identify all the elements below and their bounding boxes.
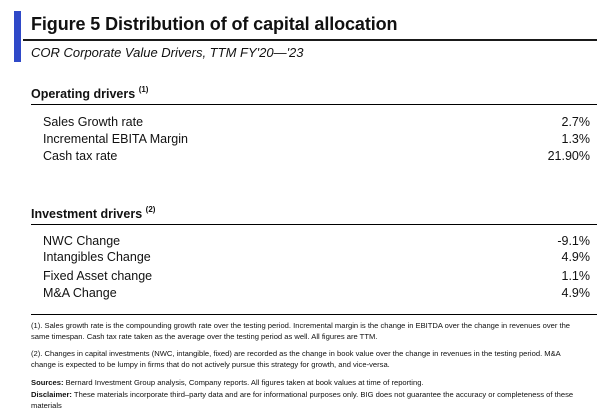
disclaimer-text: These materials incorporate third–party data and are for informational purposes only. BIG does not guarantee the accuracy or completeness of these materials — [31, 390, 574, 410]
sources-text: Bernard Investment Group analysis, Company reports. All figures taken at book values at time of reporting. — [63, 378, 424, 387]
footnote-2: (2). Changes in capital investments (NWC, intangible, fixed) are recorded as the change in book value over the change in revenues in the testing period. M&A change is expected to be lumpy in firms that do not actively pursue this strategy for growth, and vice-versa. — [31, 349, 561, 369]
footnote-1: (1). Sales growth rate is the compounding growth rate over the testing period. Incremental margin is the change in EBITDA over the change in revenues over the same timespan. Cash tax rate taken as the average over the testing period as well. All figures are TTM. — [31, 321, 571, 341]
row-value: 4.9% — [561, 250, 590, 264]
table-row — [43, 285, 590, 301]
operating-divider — [31, 104, 597, 105]
figure-title: Figure 5 Distribution of of capital allocation — [31, 14, 398, 34]
row-label: M&A Change — [43, 286, 117, 300]
row-label: Cash tax rate — [43, 149, 118, 163]
table-row — [43, 268, 590, 284]
operating-drivers-heading — [31, 86, 148, 101]
table-row — [43, 114, 590, 130]
table-row — [43, 249, 590, 265]
sources-label: Sources: — [31, 378, 64, 387]
row-value: 4.9% — [561, 286, 590, 300]
title-divider — [23, 39, 597, 41]
table-row — [43, 131, 590, 147]
disclaimer-note — [31, 390, 581, 411]
figure-subtitle: COR Corporate Value Drivers, TTM FY'20—'23 — [31, 45, 304, 60]
row-value: 2.7% — [561, 115, 590, 129]
table-row — [43, 148, 590, 164]
investment-divider — [31, 224, 597, 225]
row-label: Fixed Asset change — [43, 269, 153, 283]
table-row — [43, 233, 590, 249]
accent-bar — [14, 11, 21, 62]
row-label: Intangibles Change — [43, 250, 151, 264]
sources-note — [31, 378, 581, 389]
investment-drivers-heading — [31, 206, 155, 221]
row-value: -9.1% — [557, 234, 590, 248]
operating-note-ref: (1) — [138, 85, 149, 94]
row-label: Incremental EBITA Margin — [43, 132, 188, 146]
operating-drivers-label: Operating drivers — [31, 87, 136, 102]
footnotes-divider — [31, 314, 597, 315]
row-value: 1.3% — [561, 132, 590, 146]
row-value: 1.1% — [561, 269, 590, 283]
row-label: NWC Change — [43, 234, 121, 248]
disclaimer-label: Disclaimer: — [31, 390, 72, 399]
row-label: Sales Growth rate — [43, 115, 144, 129]
investment-drivers-label: Investment drivers — [31, 207, 143, 222]
investment-note-ref: (2) — [145, 205, 156, 214]
row-value: 21.90% — [547, 149, 590, 163]
